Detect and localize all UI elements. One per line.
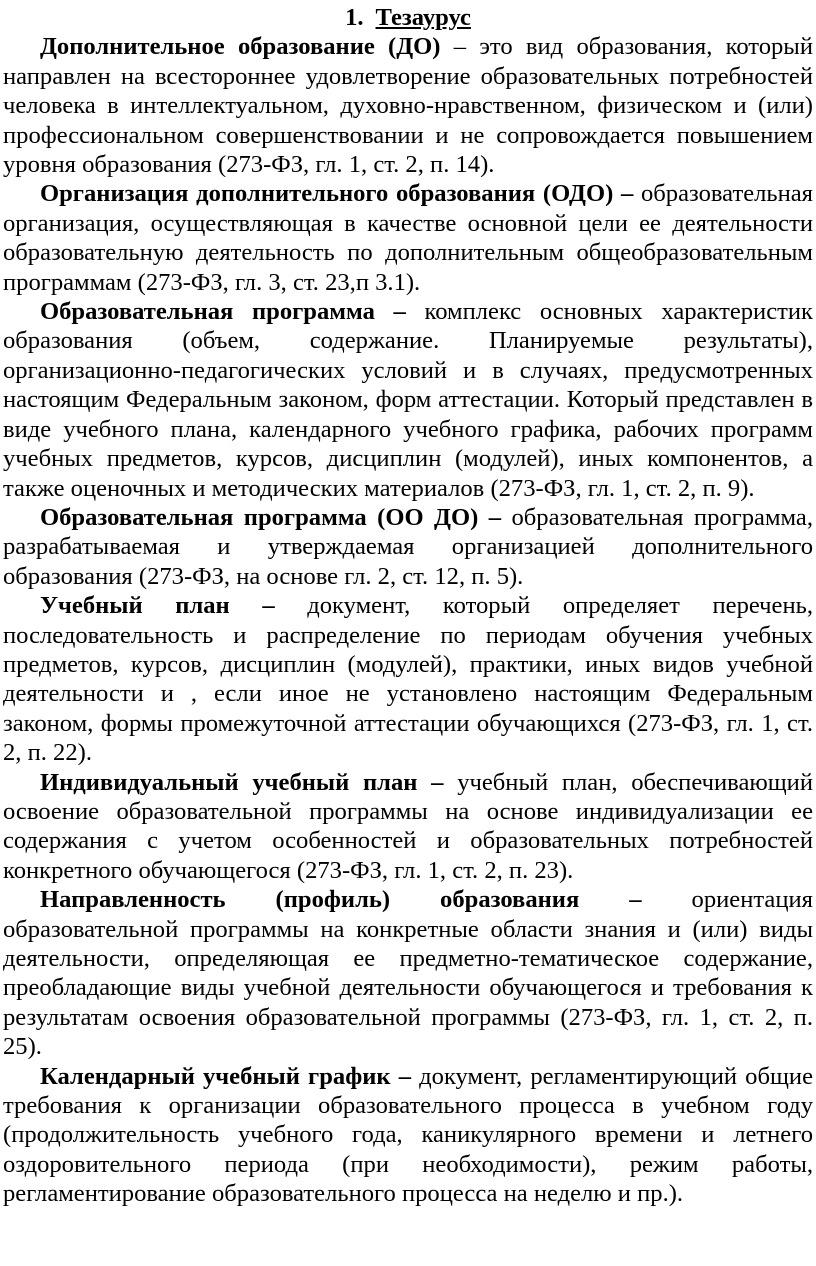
glossary-entry-individual-curriculum (3, 768, 813, 886)
glossary-term: Дополнительное образование (ДО) (40, 33, 441, 61)
glossary-term: Образовательная программа – (40, 298, 406, 326)
glossary-definition: документ, который определяет перечень, последовательность и распределение по периодам обучения учебных предметов, курсов, дисциплин (модулей), практики, иных видов учебной деятельности и , если иное не установлено настоящим Федеральным законом, формы промежуточной аттестации обучающихся (273-ФЗ, гл. 1, ст. 2, п. 22). (3, 592, 813, 767)
glossary-term: Индивидуальный учебный план – (40, 768, 444, 796)
glossary-term: Направленность (профиль) образования – (40, 886, 642, 914)
glossary-term: Образовательная программа (ОО ДО) – (40, 503, 502, 531)
glossary-definition: комплекс основных характеристик образования (объем, содержание. Планируемые результаты), организационно-педагогических условий и в случаях, предусмотренных настоящим Федеральным законом, форм аттестации. Который представлен в виде учебного плана, календарного учебного графика, рабочих программ учебных предметов, курсов, дисциплин (модулей), иных компонентов, а также оценочных и методических материалов (273-ФЗ, гл. 1, ст. 2, п. 9). (3, 298, 813, 502)
glossary-term: Учебный план – (40, 592, 275, 620)
glossary-term: Календарный учебный график – (40, 1062, 411, 1090)
glossary-definition: образовательная организация, осуществляющая в качестве основной цели ее деятельности образовательную деятельность по дополнительным общеобразовательным программам (273-ФЗ, гл. 3, ст. 23,п 3.1). (3, 180, 813, 296)
glossary-entry-educational-program-oo-do (3, 503, 813, 591)
section-title: Тезаурус (375, 4, 471, 31)
glossary-entry-academic-calendar (3, 1062, 813, 1209)
glossary-definition: – это вид образования, который направлен на всестороннее удовлетворение образовательных потребностей человека в интеллектуальном, духовно-нравственном, физическом и (или) профессиональном совершенствовании и не сопровождается повышением уровня образования (273-ФЗ, гл. 1, ст. 2, п. 14). (3, 33, 813, 179)
glossary-definition: документ, регламентирующий общие требования к организации образовательного процесса в учебном году (продолжительность учебного года, каникулярного времени и летнего оздоровительного периода (при необходимости), режим работы, регламентирование образовательного процесса на неделю и пр.). (3, 1062, 813, 1208)
document-body (3, 3, 813, 1209)
glossary-entry-education-profile (3, 885, 813, 1061)
glossary-entry-educational-program (3, 297, 813, 503)
glossary-entry-curriculum (3, 591, 813, 767)
glossary-definition: образовательная программа, разрабатываемая и утверждаемая организацией дополнительного образования (273-ФЗ, на основе гл. 2, ст. 12, п. 5). (3, 503, 813, 590)
section-number: 1. (345, 4, 364, 31)
glossary-entry-additional-education (3, 32, 813, 179)
glossary-definition: ориентация образовательной программы на конкретные области знания и (или) виды деятельности, определяющая ее предметно-тематическое содержание, преобладающие виды учебной деятельности обучающегося и требования к результатам освоения образовательной программы (273-ФЗ, гл. 1, ст. 2, п. 25). (3, 886, 813, 1061)
glossary-definition: учебный план, обеспечивающий освоение образовательной программы на основе индивидуализации ее содержания с учетом особенностей и образовательных потребностей конкретного обучающегося (273-ФЗ, гл. 1, ст. 2, п. 23). (3, 768, 813, 884)
glossary-term: Организация дополнительного образования (ОДО) – (40, 180, 634, 208)
glossary-entry-odo (3, 179, 813, 297)
section-heading (3, 3, 813, 32)
